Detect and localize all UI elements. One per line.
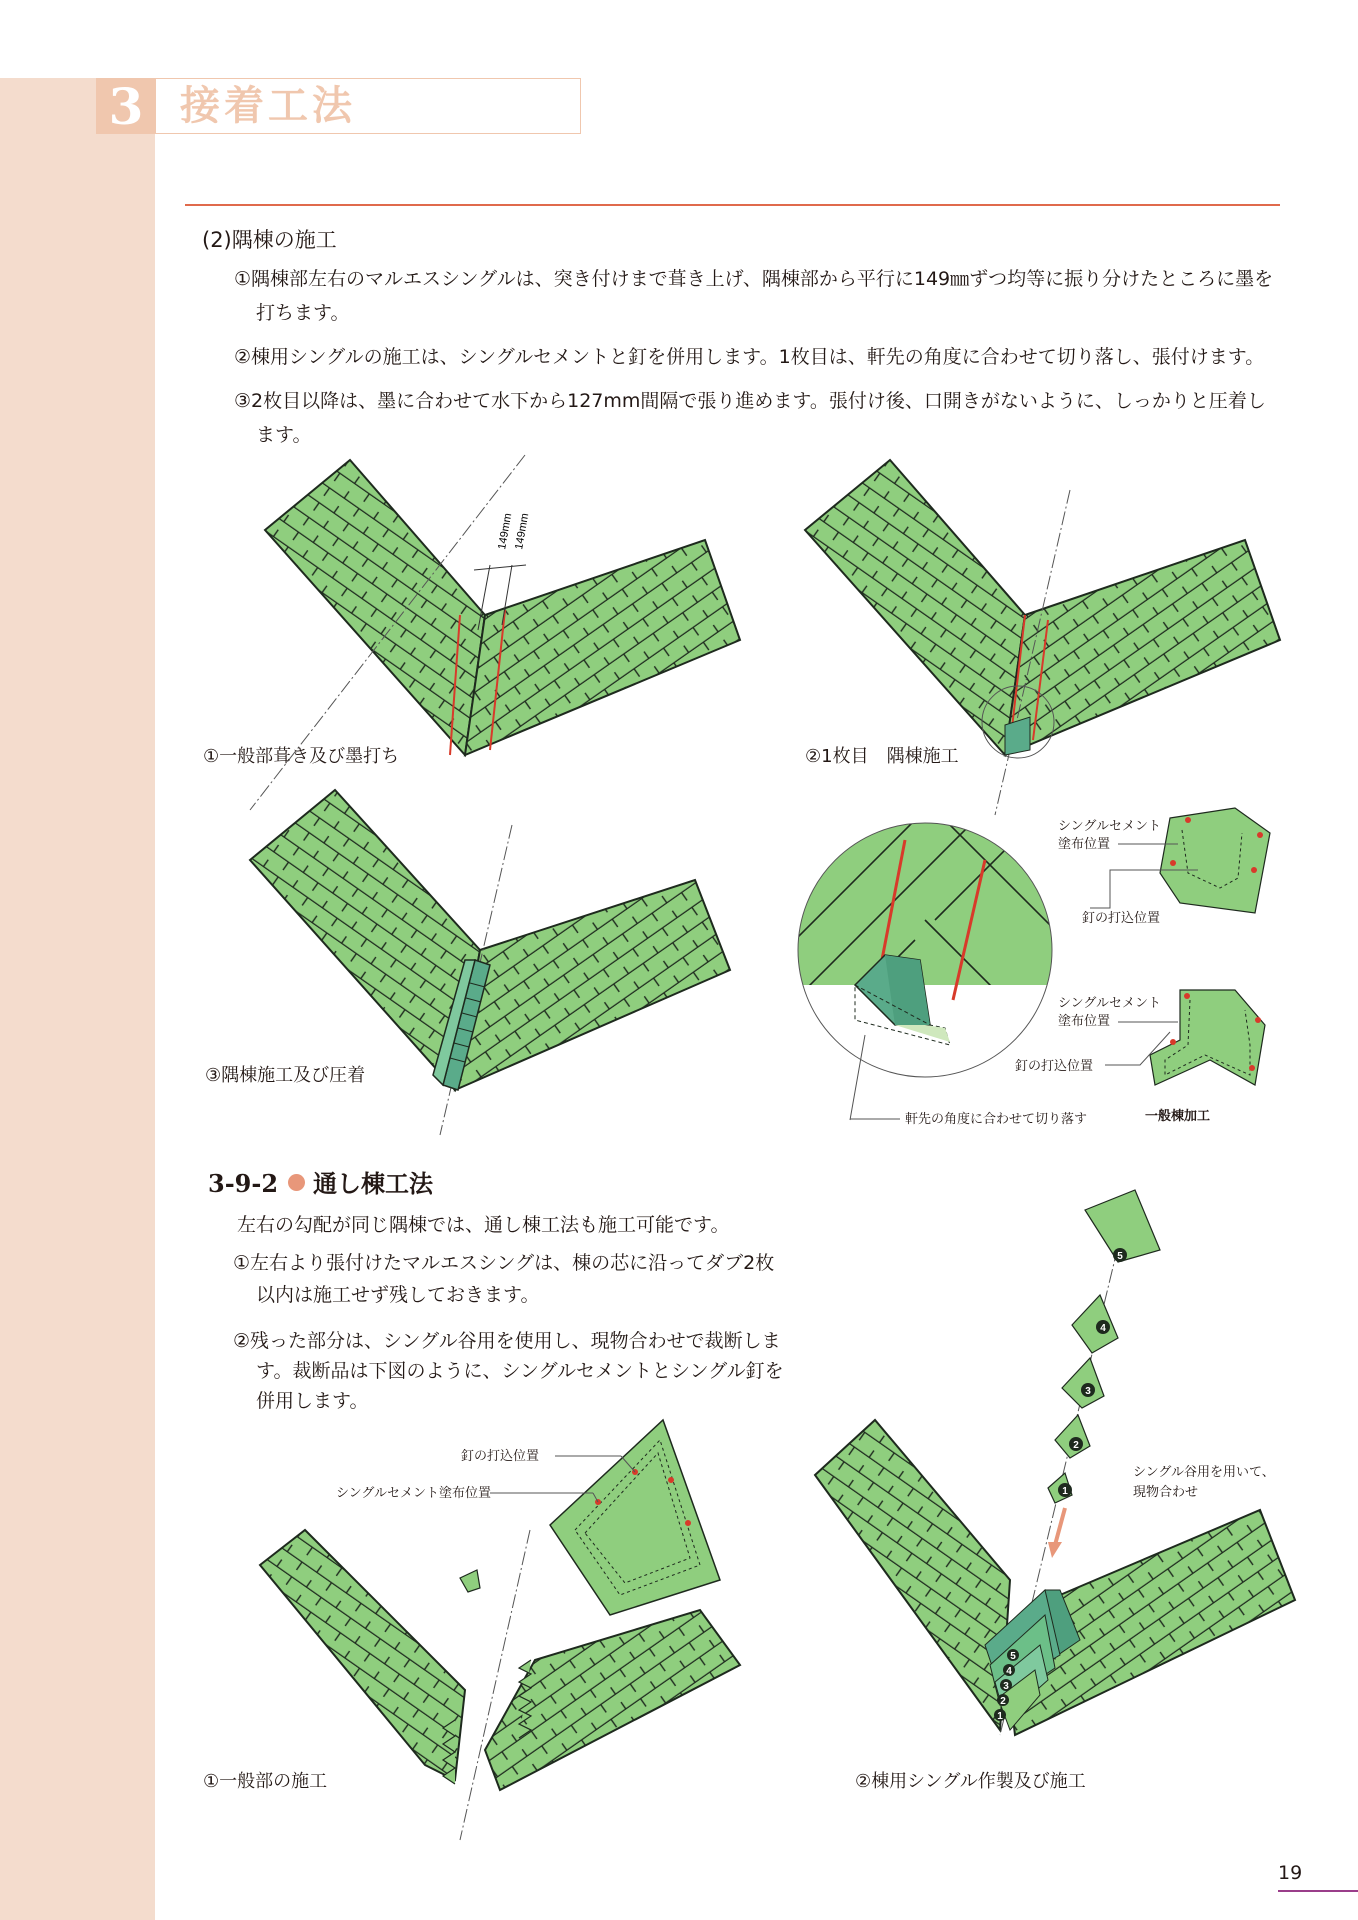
sub-step2-line2: す。裁断品は下図のように、シングルセメントとシングル釘を <box>256 1360 784 1382</box>
stack-label-5: 5 <box>1010 1651 1016 1662</box>
page-number: 19 <box>1278 1862 1303 1884</box>
fig3-caption: ③隅棟施工及び圧着 <box>205 1065 366 1086</box>
cement-label-2b: 塗布位置 <box>1058 1014 1111 1029</box>
subsection-title: 通し棟工法 <box>313 1170 434 1198</box>
sub-step1-line2: 以内は施工せず残しておきます。 <box>256 1284 540 1306</box>
sub-step2-line1: ②残った部分は、シングル谷用を使用し、現物合わせで裁断しま <box>233 1330 781 1352</box>
dim-149-1: 149mm <box>496 512 515 551</box>
bottom-fig2-caption: ②棟用シングル作製及び施工 <box>855 1771 1086 1792</box>
figure-general-area <box>255 1420 755 1840</box>
chapter-title: 接着工法 <box>180 83 356 129</box>
stack-label-1: 1 <box>997 1711 1003 1722</box>
cement-label-1b: 塗布位置 <box>1058 837 1111 852</box>
bullet-dot <box>288 1174 305 1191</box>
step-2-text: ②棟用シングルの施工は、シングルセメントと釘を併用します。1枚目は、軒先の角度に合わせて切り落し、張付けます。 <box>234 346 1265 368</box>
section-title: (2)隅棟の施工 <box>202 228 337 252</box>
general-ridge-label: 一般棟加工 <box>1145 1109 1211 1124</box>
chapter-number: 3 <box>96 78 156 134</box>
nail-label-1: 釘の打込位置 <box>1082 911 1161 926</box>
bottom-nail-label: 釘の打込位置 <box>461 1449 540 1464</box>
section-rule <box>185 204 1280 206</box>
cement-label-1a: シングルセメント <box>1058 819 1162 834</box>
cut-label: 軒先の角度に合わせて切り落す <box>905 1112 1088 1127</box>
detail-line-connector <box>850 1110 900 1122</box>
cement-leader-2 <box>1118 1020 1178 1024</box>
sub-step2-line3: 併用します。 <box>256 1390 369 1412</box>
fig1-caption: ①一般部葺き及び墨打ち <box>203 746 400 767</box>
subsection-intro: 左右の勾配が同じ隅棟では、通し棟工法も施工可能です。 <box>237 1214 730 1236</box>
sub-step1-line1: ①左右より張付けたマルエスシングは、棟の芯に沿ってダブ2枚 <box>233 1252 775 1274</box>
piece-label-1: 1 <box>1062 1486 1068 1497</box>
stack-label-4: 4 <box>1006 1666 1012 1677</box>
piece-label-4: 4 <box>1100 1323 1106 1334</box>
dim-149-2: 149mm <box>513 512 532 551</box>
valley-note-line1: シングル谷用を用いて、 <box>1133 1465 1275 1480</box>
fig2-caption: ②1枚目 隅棟施工 <box>805 746 959 767</box>
step-3-text: ③2枚目以降は、墨に合わせて水下から127mm間隔で張り進めます。張付け後、口開きがないように、しっかりと圧着します。 <box>234 390 1266 446</box>
detail-zoom-circle <box>795 820 1055 1080</box>
page-number-underline <box>1278 1890 1358 1892</box>
nail-leader-1 <box>1090 868 1200 913</box>
nail-leader-2 <box>1105 1030 1175 1070</box>
stack-label-3: 3 <box>1003 1681 1009 1692</box>
nail-label-2: 釘の打込位置 <box>1015 1059 1094 1074</box>
piece-label-2: 2 <box>1073 1440 1079 1451</box>
piece-label-5: 5 <box>1117 1251 1123 1262</box>
subsection-number: 3-9-2 <box>208 1169 279 1198</box>
stack-label-2: 2 <box>1000 1696 1006 1707</box>
valley-note-line2: 現物合わせ <box>1133 1485 1199 1500</box>
step-1-text: ①隅棟部左右のマルエスシングルは、突き付けまで葺き上げ、隅棟部から平行に149㎜ずつ均等に振り分けたところに墨を打ちます。 <box>234 268 1274 324</box>
piece-label-3: 3 <box>1085 1386 1091 1397</box>
cement-leader-1 <box>1118 842 1178 846</box>
side-band <box>0 78 155 1920</box>
bottom-cement-label: シングルセメント塗布位置 <box>336 1486 492 1501</box>
cement-label-2a: シングルセメント <box>1058 996 1162 1011</box>
bottom-fig1-caption: ①一般部の施工 <box>203 1771 328 1792</box>
subsection-heading <box>208 1168 433 1200</box>
